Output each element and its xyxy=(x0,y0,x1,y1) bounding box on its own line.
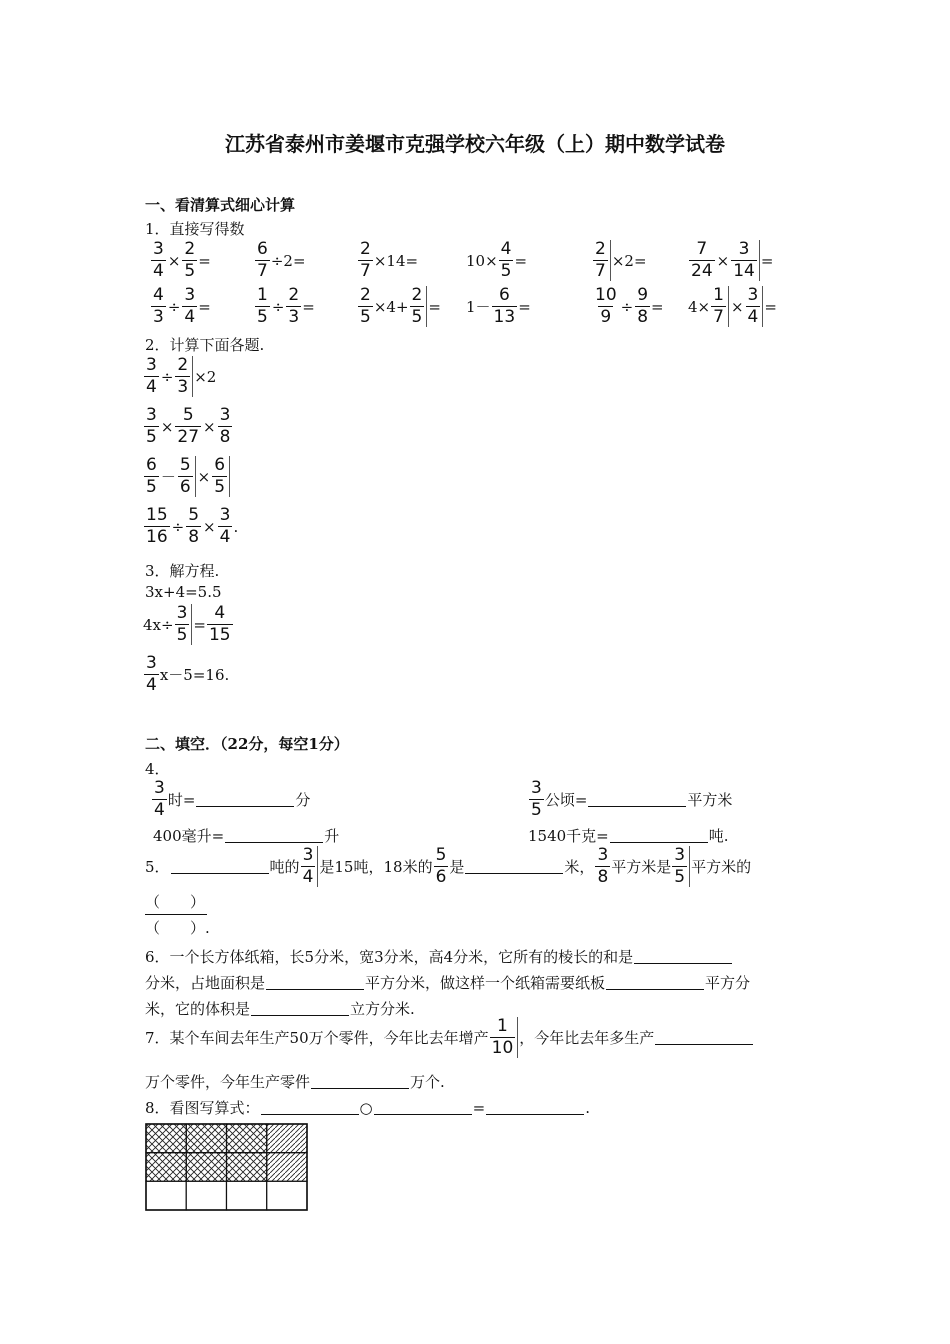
q8-grid-svg xyxy=(145,1123,308,1211)
grid-cell xyxy=(146,1153,186,1182)
fraction: 6 5 xyxy=(146,455,157,497)
q1-r1-e4: 10× $\frac{4}{5}$ = xyxy=(466,239,528,281)
grid-cell xyxy=(146,1124,186,1153)
q1-r1-e5: $\frac{2}{7}$ ×2= xyxy=(595,239,647,281)
q3-label: 3．解方程. xyxy=(145,562,220,580)
answer-blank[interactable] xyxy=(610,828,708,843)
q8-line: 8．看图写算式： ○ = . xyxy=(145,1098,590,1117)
grid-cell xyxy=(227,1181,267,1210)
fraction: $\frac{4}{5}$ xyxy=(500,239,512,281)
fraction: 5 6 xyxy=(435,845,447,887)
q2-label: 2．计算下面各题. xyxy=(145,336,265,354)
answer-blank[interactable] xyxy=(486,1100,584,1115)
fraction: $\frac{3}{4}$ xyxy=(153,239,164,281)
answer-blank[interactable] xyxy=(465,859,563,874)
fraction: $\frac{2}{5}$ xyxy=(360,285,371,327)
q1-r1-e6: $\frac{7}{24}$ × $\frac{3}{14}$ = xyxy=(691,239,774,281)
grid-cell xyxy=(186,1181,226,1210)
fraction: $\frac{9}{8}$ xyxy=(637,285,649,327)
q5-paren-fraction: （ ） （ ）. xyxy=(145,893,210,937)
fraction: $\frac{3}{5}$ xyxy=(146,405,157,447)
q2-p2: $\frac{3}{5}$ × $\frac{5}{27}$ × $\frac{3}{8}$ xyxy=(146,405,231,447)
q4-a: 3 4 时= 分 xyxy=(154,778,311,820)
fraction: $\frac{2}{3}$ xyxy=(288,285,300,327)
q6-line-2: 分米，占地面积是 平方分米，做这样一个纸箱需要纸板 平方分 xyxy=(145,974,751,992)
q2-p3: 6 5 － $\frac{5}{6}$ × $\frac{6}{5}$ xyxy=(143,456,231,497)
fraction: $\frac{6}{5}$ xyxy=(212,456,230,497)
fraction: $\frac{7}{24}$ xyxy=(691,239,713,281)
page-title: 江苏省泰州市姜堰市克强学校六年级（上）期中数学试卷 xyxy=(225,132,725,156)
fraction: $\frac{10}{9}$ xyxy=(595,285,617,327)
grid-cell xyxy=(146,1181,186,1210)
q1-label: 1．直接写得数 xyxy=(145,220,245,238)
q3-e2: 4x÷ $\frac{3}{5}$ = $\frac{4}{15}$ xyxy=(143,603,231,645)
answer-blank[interactable] xyxy=(251,1001,349,1016)
q4-d: 1540千克= 吨. xyxy=(528,827,729,845)
q1-r2-e2: $\frac{1}{5}$ ÷ $\frac{2}{3}$ = xyxy=(257,285,315,327)
fraction: $\frac{6}{7}$ xyxy=(257,239,268,281)
answer-blank[interactable] xyxy=(266,975,364,990)
answer-blank[interactable] xyxy=(196,792,294,807)
fraction: $\frac{3}{4}$ xyxy=(219,505,231,547)
fraction: $\frac{5}{6}$ xyxy=(178,456,196,497)
fraction: $\frac{15}{16}$ xyxy=(146,505,168,547)
q1-r2-e3: $\frac{2}{5}$ ×4+ $\frac{2}{5}$ = xyxy=(360,285,441,327)
answer-blank[interactable] xyxy=(606,975,704,990)
answer-blank[interactable] xyxy=(634,949,732,964)
fraction: $\frac{6}{13}$ xyxy=(493,285,516,327)
grid-cell xyxy=(267,1124,307,1153)
answer-blank[interactable] xyxy=(374,1100,472,1115)
fraction: $\frac{3}{4}$ xyxy=(746,286,764,327)
fraction: 3 5 xyxy=(672,846,690,887)
answer-blank[interactable] xyxy=(588,792,686,807)
fraction: $\frac{2}{5}$ xyxy=(184,239,196,281)
fraction: $\frac{3}{8}$ xyxy=(219,405,231,447)
q4-b: 3 5 公顷= 平方米 xyxy=(531,778,733,820)
q1-r2-e4: 1－ $\frac{6}{13}$ = xyxy=(466,285,531,327)
q3-e3: 3 4 x－5=16. xyxy=(146,653,230,695)
q6-line-3: 米，它的体积是 立方分米. xyxy=(145,1000,415,1018)
fraction: $\frac{3}{4}$ xyxy=(146,355,157,397)
fraction: $\frac{3}{4}$ xyxy=(184,285,196,327)
fraction: $\frac{2}{7}$ xyxy=(360,239,371,281)
q6-line-1: 6．一个长方体纸箱，长5分米，宽3分米，高4分米，它所有的棱长的和是 xyxy=(145,946,733,967)
grid-cell xyxy=(186,1153,226,1182)
section-1-heading: 一、看清算式细心计算 xyxy=(145,196,296,214)
fraction: 3 4 xyxy=(146,653,157,695)
answer-blank[interactable] xyxy=(171,859,269,874)
fraction: 3 4 xyxy=(154,778,165,820)
fraction: $\frac{4}{3}$ xyxy=(153,285,164,327)
fraction: $\frac{5}{27}$ xyxy=(177,405,200,447)
grid-cell xyxy=(186,1124,226,1153)
fraction: 1 10 xyxy=(490,1017,519,1058)
q3-e1: 3x+4=5.5 xyxy=(145,583,222,601)
q5-line: 5． 吨的 3 4 是15吨，18米的 5 6 是 米， 3 8 平方米是 3 5 平方米的 xyxy=(145,845,752,887)
fraction: $\frac{2}{3}$ xyxy=(175,356,193,397)
q1-r1-e2: $\frac{6}{7}$ ÷2= xyxy=(257,239,306,281)
section-2-heading: 二、填空．（22分，每空1分） xyxy=(145,735,349,753)
answer-blank[interactable] xyxy=(261,1100,359,1115)
grid-cell xyxy=(267,1181,307,1210)
answer-blank[interactable] xyxy=(225,828,323,843)
q4-label: 4． xyxy=(145,760,170,778)
q7-line-2: 万个零件，今年生产零件 万个. xyxy=(145,1073,445,1091)
fraction: $\frac{5}{8}$ xyxy=(188,505,200,547)
q1-r2-e1: $\frac{4}{3}$ ÷ $\frac{3}{4}$ = xyxy=(153,285,211,327)
q4-c: 400毫升= 升 xyxy=(153,827,340,845)
fraction: $\frac{3}{14}$ xyxy=(731,240,760,281)
grid-cell xyxy=(227,1153,267,1182)
fraction: $\frac{2}{7}$ xyxy=(593,240,611,281)
q1-r2-e6: 4× $\frac{1}{7}$ × $\frac{3}{4}$ = xyxy=(688,285,777,327)
fraction: 3 8 xyxy=(597,845,609,887)
answer-blank[interactable] xyxy=(311,1074,409,1089)
fraction: 3 4 xyxy=(301,846,319,887)
q1-r1-e3: $\frac{2}{7}$ ×14= xyxy=(360,239,419,281)
fraction: $\frac{3}{5}$ xyxy=(175,604,193,645)
grid-cell xyxy=(227,1124,267,1153)
q2-p4: $\frac{15}{16}$ ÷ $\frac{5}{8}$ × $\frac{3}{4}$ . xyxy=(146,505,239,547)
answer-blank[interactable] xyxy=(655,1030,753,1045)
q1-r1-e1: $\frac{3}{4}$ × $\frac{2}{5}$ = xyxy=(153,239,211,281)
q8-grid-figure xyxy=(145,1123,308,1215)
fraction: $\frac{1}{5}$ xyxy=(257,285,268,327)
fraction: $\frac{4}{15}$ xyxy=(208,603,231,645)
fraction: $\frac{1}{7}$ xyxy=(711,286,729,327)
fraction: 3 5 xyxy=(531,778,542,820)
q7-line-1: 7．某个车间去年生产50万个零件，今年比去年增产 1 10 ，今年比去年多生产 xyxy=(145,1017,754,1058)
q1-r2-e5: $\frac{10}{9}$ ÷ $\frac{9}{8}$ = xyxy=(595,285,664,327)
fraction: $\frac{2}{5}$ xyxy=(410,286,428,327)
q2-p1: $\frac{3}{4}$ ÷ $\frac{2}{3}$ ×2 xyxy=(146,355,217,397)
grid-cell xyxy=(267,1153,307,1182)
